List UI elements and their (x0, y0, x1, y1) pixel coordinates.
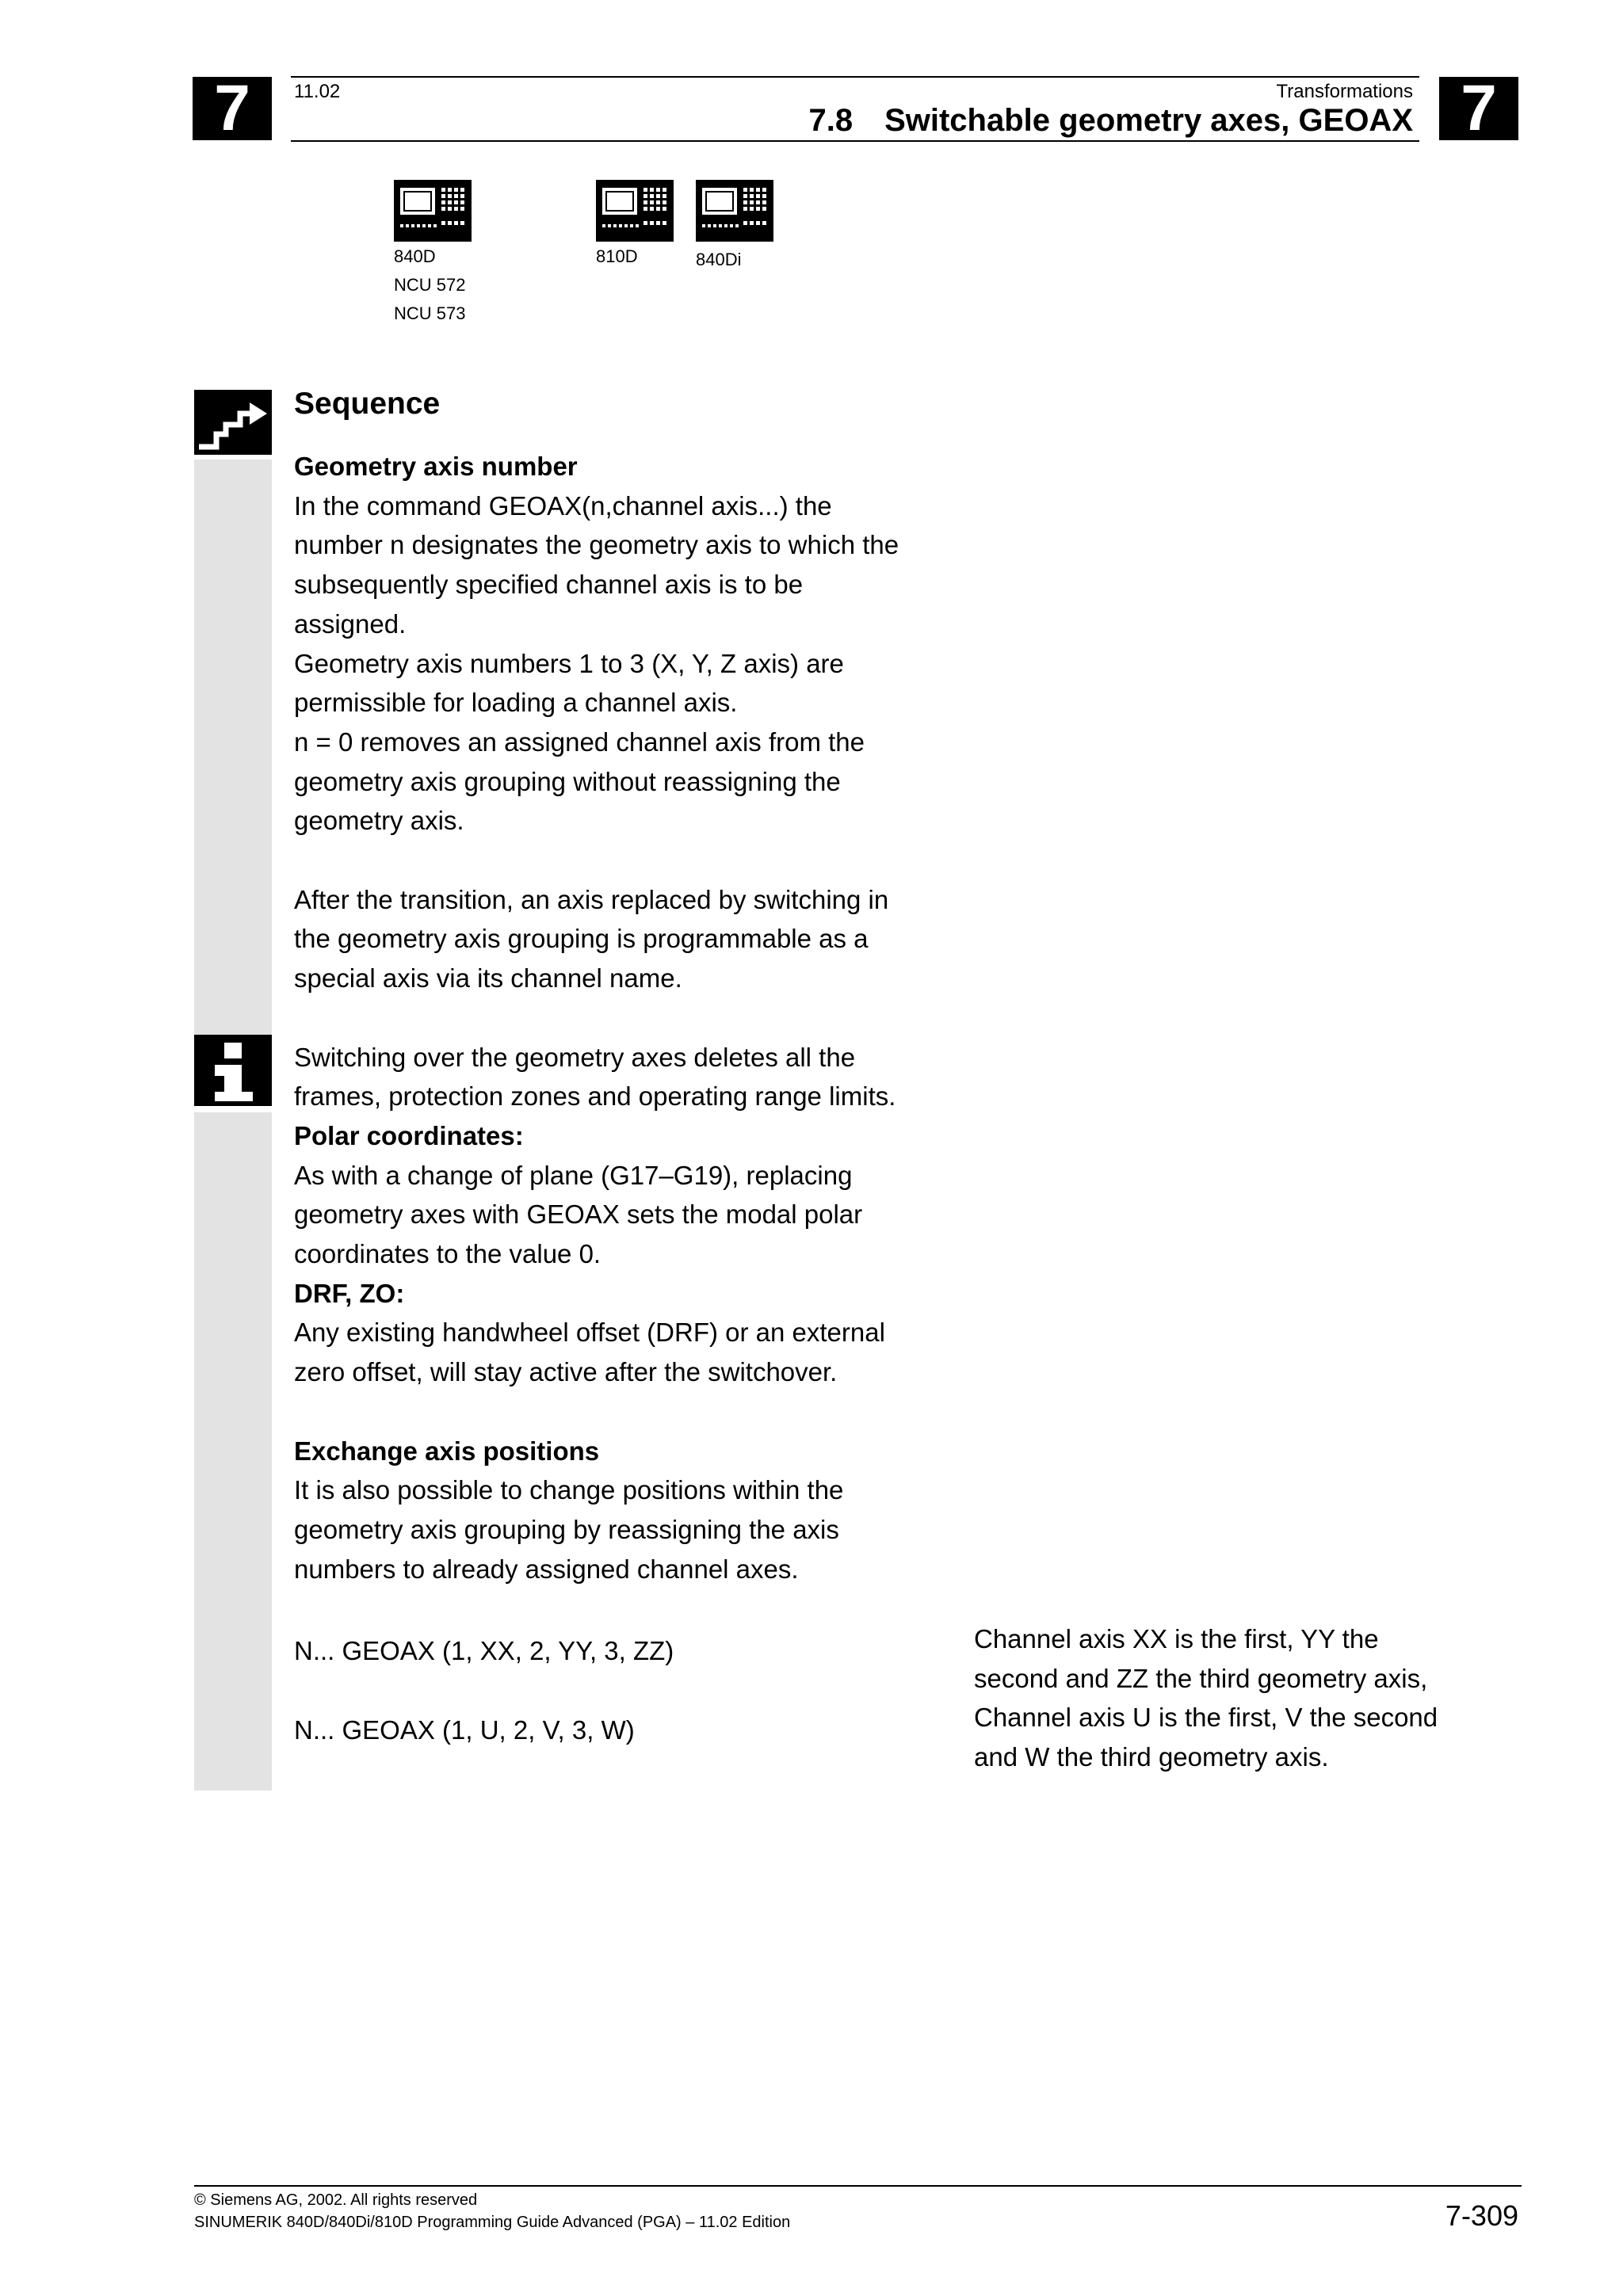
text-line: special axis via its channel name. (294, 963, 682, 994)
text-line: geometry axis. (294, 806, 464, 836)
control-label (696, 246, 741, 274)
control-label-line: 840D (394, 246, 436, 266)
text-line: Channel axis XX is the first, YY the (974, 1624, 1379, 1653)
text-line: Switching over the geometry axes deletes all the (294, 1042, 856, 1072)
text-line: After the transition, an axis replaced by switching in (294, 884, 889, 914)
subheading: Geometry axis number (294, 452, 578, 481)
control-panel-icon (394, 180, 472, 242)
code-comment (974, 1619, 1481, 1777)
text-line: second and ZZ the third geometry axis, (974, 1663, 1428, 1693)
header-date: 11.02 (294, 81, 341, 102)
text-line: zero offset, will stay active after the switchover. (294, 1357, 838, 1387)
control-label-line: NCU 573 (394, 303, 466, 323)
chapter-number-badge: 7 (1439, 77, 1518, 140)
subheading: Polar coordinates: (294, 1120, 524, 1150)
text-line: subsequently specified channel axis is to be (294, 570, 804, 600)
text-line: number n designates the geometry axis to which the (294, 530, 899, 560)
footer-copyright: © Siemens AG, 2002. All rights reserved (194, 2191, 478, 2209)
text-line: Channel axis U is the first, V the second (974, 1703, 1438, 1733)
text-line: and W the third geometry axis. (974, 1742, 1329, 1772)
section-title (808, 103, 1413, 139)
text-line: coordinates to the value 0. (294, 1239, 601, 1269)
control-label (394, 242, 465, 328)
subheading: DRF, ZO: (294, 1278, 405, 1308)
page-number: 7-309 (1445, 2199, 1518, 2232)
text-line: frames, protection zones and operating range limits. (294, 1081, 896, 1112)
footer-rule (194, 2185, 1522, 2187)
sequence-body (294, 447, 944, 1589)
sequence-heading: Sequence (294, 387, 441, 421)
text-line: Geometry axis numbers 1 to 3 (X, Y, Z axis) are (294, 648, 844, 678)
control-panel-icon (696, 180, 773, 242)
text-line: In the command GEOAX(n,channel axis...) the (294, 490, 832, 521)
section-name: Switchable geometry axes, GEOAX (884, 103, 1413, 138)
control-label (596, 242, 638, 271)
text-line: geometry axis grouping without reassigning the (294, 766, 841, 796)
control-label-line: 840Di (696, 250, 742, 269)
header-chapter-title: Transformations (1276, 81, 1413, 102)
header-rule (291, 140, 1419, 142)
text-line: numbers to already assigned channel axes. (294, 1554, 799, 1584)
chapter-number-badge: 7 (193, 77, 272, 140)
text-line: geometry axes with GEOAX sets the modal polar (294, 1199, 863, 1230)
code-line: N... GEOAX (1, XX, 2, YY, 3, ZZ) (294, 1636, 674, 1665)
text-line: geometry axis grouping by reassigning the axis (294, 1514, 839, 1544)
header-rule (291, 76, 1419, 78)
text-line: permissible for loading a channel axis. (294, 688, 738, 718)
text-line: Any existing handwheel offset (DRF) or an external (294, 1318, 885, 1348)
subheading: Exchange axis positions (294, 1436, 600, 1466)
section-number: 7.8 (808, 103, 854, 138)
info-icon (194, 1035, 272, 1112)
text-line: assigned. (294, 608, 407, 639)
text-line: As with a change of plane (G17–G19), replacing (294, 1160, 853, 1190)
sequence-icon (194, 390, 272, 460)
control-label-line: NCU 572 (394, 275, 466, 295)
control-panel-icon (596, 180, 674, 242)
code-line: N... GEOAX (1, U, 2, V, 3, W) (294, 1715, 635, 1745)
text-line: the geometry axis grouping is programmable as a (294, 924, 869, 954)
text-line: It is also possible to change positions within the (294, 1475, 844, 1505)
control-label-line: 810D (596, 246, 638, 266)
text-line: n = 0 removes an assigned channel axis from the (294, 727, 865, 757)
footer-title: SINUMERIK 840D/840Di/810D Programming Guide Advanced (PGA) – 11.02 Edition (194, 2214, 791, 2231)
